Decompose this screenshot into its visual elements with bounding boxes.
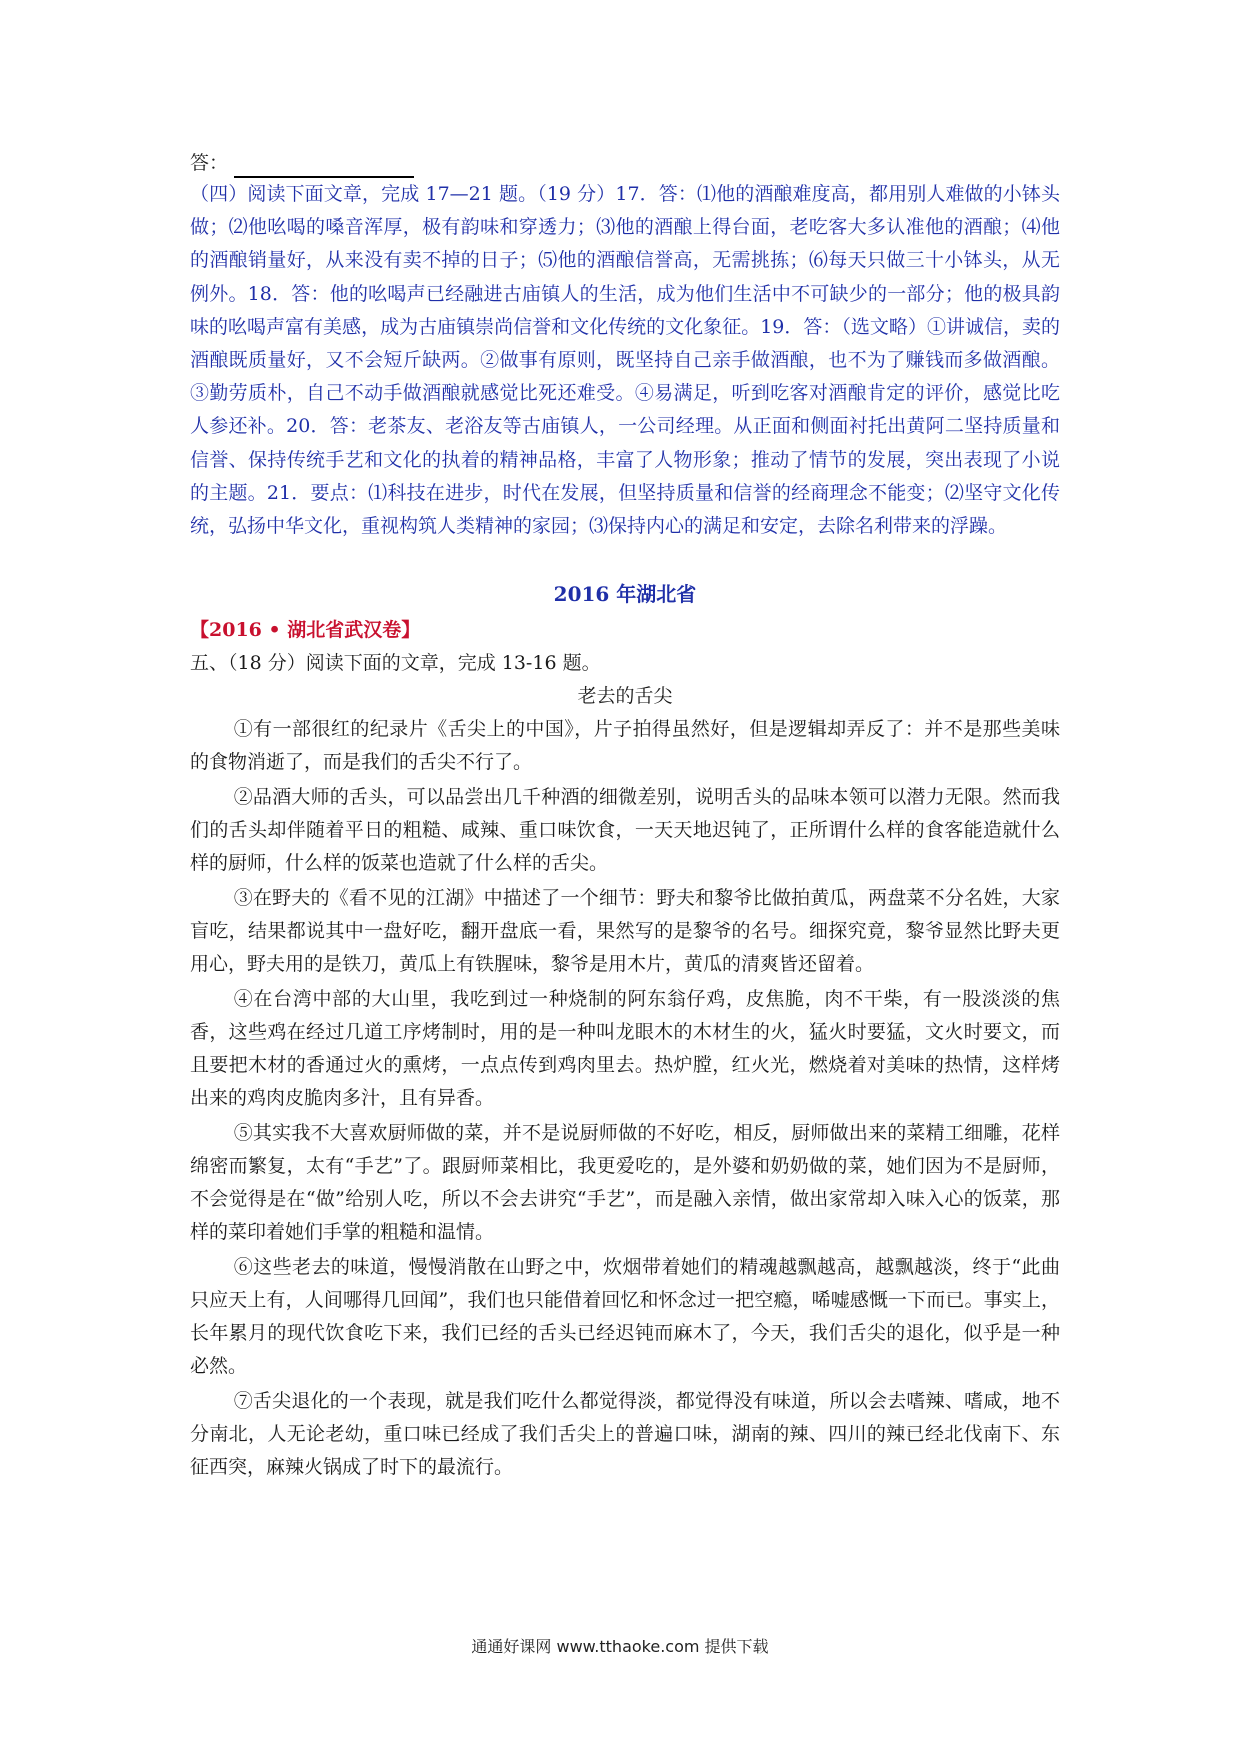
answer-prefix: 答： xyxy=(190,152,229,174)
exam-source-tag: 【2016 • 湖北省武汉卷】 xyxy=(190,619,421,642)
answer-key-block xyxy=(190,178,1060,543)
answer-line xyxy=(190,148,1060,178)
answer-blank-underline xyxy=(234,156,414,178)
province-heading: 2016 年湖北省 xyxy=(553,582,697,607)
page-content xyxy=(190,148,1060,1486)
article-paragraph: ⑤其实我不大喜欢厨师做的菜，并不是说厨师做的不好吃，相反，厨师做出来的菜精工细雕，花样绵密而繁复，太有“手艺”了。跟厨师菜相比，我更爱吃的，是外婆和奶奶做的菜，她们因为不是厨师，不会觉得是在“做”给别人吃，所以不会去讲究“手艺”，而是融入亲情，做出家常却入味入心的饭菜，那样的菜印着她们手掌的粗糙和温情。 xyxy=(190,1122,1060,1244)
article-paragraph: ⑦舌尖退化的一个表现，就是我们吃什么都觉得淡，都觉得没有味道，所以会去嗜辣、嗜咸，地不分南北，人无论老幼，重口味已经成了我们舌尖上的普遍口味，湖南的辣、四川的辣已经北伐南下、东征西突，麻辣火锅成了时下的最流行。 xyxy=(190,1390,1060,1479)
article-title: 老去的舌尖 xyxy=(577,685,673,708)
article-paragraph: ⑥这些老去的味道，慢慢消散在山野之中，炊烟带着她们的精魂越飘越高，越飘越淡，终于“此曲只应天上有，人间哪得几回闻”，我们也只能借着回忆和怀念过一把空瘾，唏嘘感慨一下而已。事实上，长年累月的现代饮食吃下来，我们已经的舌头已经迟钝而麻木了，今天，我们舌尖的退化，似乎是一种必然。 xyxy=(190,1256,1060,1378)
article-paragraph: ①有一部很红的纪录片《舌尖上的中国》，片子拍得虽然好，但是逻辑却弄反了：并不是那些美味的食物消逝了，而是我们的舌尖不行了。 xyxy=(190,718,1060,774)
answer-key-text: （四）阅读下面文章，完成 17—21 题。（19 分）17．答：⑴他的酒酿难度高，都用别人难做的小钵头做；⑵他吆喝的嗓音浑厚，极有韵味和穿透力；⑶他的酒酿上得台面，老吃客大多认准他的酒酿；⑷他的酒酿销量好，从来没有卖不掉的日子；⑸他的酒酿信誉高，无需挑拣；⑹每天只做三十小钵头，从无例外。18．答：他的吆喝声已经融进古庙镇人的生活，成为他们生活中不可缺少的一部分；他的极具韵味的吆喝声富有美感，成为古庙镇崇尚信誉和文化传统的文化象征。19．答：（选文略）①讲诚信，卖的酒酿既质量好，又不会短斤缺两。②做事有原则，既坚持自己亲手做酒酿，也不为了赚钱而多做酒酿。③勤劳质朴，自己不动手做酒酿就感觉比死还难受。④易满足，听到吃客对酒酿肯定的评价，感觉比吃人参还补。20．答：老茶友、老浴友等古庙镇人，一公司经理。从正面和侧面衬托出黄阿二坚持质量和信誉、保持传统手艺和文化的执着的精神品格，丰富了人物形象；推动了情节的发展，突出表现了小说的主题。21．要点：⑴科技在进步，时代在发展，但坚持质量和信誉的经商理念不能变；⑵坚守文化传统，弘扬中华文化，重视构筑人类精神的家园；⑶保持内心的满足和安定，去除名利带来的浮躁。 xyxy=(190,183,1060,538)
page-footer: 通通好课网 www.tthaoke.com 提供下载 xyxy=(471,1637,769,1656)
article-paragraph: ②品酒大师的舌头，可以品尝出几千种酒的细微差别，说明舌头的品味本领可以潜力无限。然而我们的舌头却伴随着平日的粗糙、咸辣、重口味饮食，一天天地迟钝了，正所谓什么样的食客能造就什么样的厨师，什么样的饭菜也造就了什么样的舌尖。 xyxy=(190,786,1060,875)
question-intro: 五、（18 分）阅读下面的文章，完成 13-16 题。 xyxy=(190,652,601,675)
article-paragraph: ③在野夫的《看不见的江湖》中描述了一个细节：野夫和黎爷比做拍黄瓜，两盘菜不分名姓，大家盲吃，结果都说其中一盘好吃，翻开盘底一看，果然写的是黎爷的名号。细探究竟，黎爷显然比野夫更用心，野夫用的是铁刀，黄瓜上有铁腥味，黎爷是用木片，黄瓜的清爽皆还留着。 xyxy=(190,887,1060,976)
article-paragraph: ④在台湾中部的大山里，我吃到过一种烧制的阿东翁仔鸡，皮焦脆，肉不干柴，有一股淡淡的焦香，这些鸡在经过几道工序烤制时，用的是一种叫龙眼木的木材生的火，猛火时要猛，文火时要文，而且要把木材的香通过火的熏烤，一点点传到鸡肉里去。热炉膛，红火光，燃烧着对美味的热情，这样烤出来的鸡肉皮脆肉多汁，且有异香。 xyxy=(190,988,1060,1110)
